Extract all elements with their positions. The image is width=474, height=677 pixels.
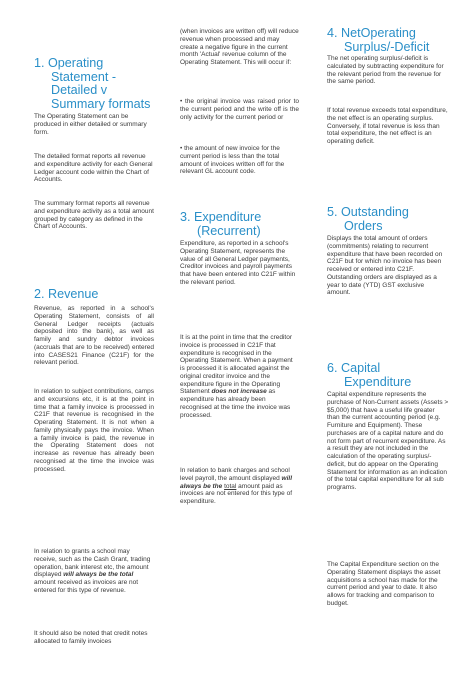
paragraph: Capital expenditure represents the purchase of Non-Current assets (Assets > $5,000) that have a useful life greater than the current accounting period (e.g. Furniture and Equipment). These purchases are of a capital nature and do not form part of recurrent expenditure. As a result they are not included in the calculation of the operating surplus/-deficit, but do appear on the Operating Statement for information as an indication of the total capital expenditure for all sub programs. xyxy=(327,391,449,491)
heading-line: 1. Operating xyxy=(34,56,104,70)
paragraph xyxy=(180,334,299,419)
section-3-heading xyxy=(180,211,299,238)
text-run: amount paid as invoices are not entered for this type of expenditure. xyxy=(180,482,293,505)
bullet-item: • the amount of new invoice for the current period is less than the total amount of invoices written off for the relevant GL account code. xyxy=(180,145,285,176)
heading-line: 3. Expenditure xyxy=(180,210,262,224)
section-6-heading xyxy=(327,362,449,389)
paragraph xyxy=(180,467,299,506)
paragraph: The Capital Expenditure section on the Operating Statement displays the asset acquisitions a school has made for the current period and year to date. It also allows for tracking and comparison to budget. xyxy=(327,561,441,607)
paragraph: In relation to subject contributions, camps and excursions etc, it is at the point in time that a family invoice is processed in C21F that revenue is recognised in the Operating Statement. It is not when a family physically pays the invoice. When a family invoice is paid, the revenue in the Operating Statement does not increase as revenue has already been recognised at the time the invoice was processed. xyxy=(34,388,154,473)
text-run: as expenditure has already been recognised at the time the invoice was processed. xyxy=(180,388,291,419)
paragraph: If total revenue exceeds total expenditure, the net effect is an operating surplus. Conversely, if total revenue is less than total expenditure, the net effect is an operating deficit. xyxy=(327,107,448,145)
section-4-heading xyxy=(327,27,449,54)
heading-line: 4. NetOperating xyxy=(327,26,416,40)
heading-line: (Recurrent) xyxy=(197,223,261,238)
heading-line: Surplus/-Deficit xyxy=(344,39,430,54)
heading-line: Detailed v xyxy=(51,83,108,98)
text-run: In relation to grants a school may receive, such as the Cash Grant, trading operation, bank interest etc, the amount displayed xyxy=(34,548,151,579)
emphasis-text: will always be the xyxy=(180,474,293,490)
heading-line: Orders xyxy=(344,218,383,233)
text-run: It is at the point in time that the creditor invoice is processed in C21F that expenditure is recognised in the Operating Statement. When a payment is processed it is allocated against the original creditor invoice and the expenditure figure in the Operating Statement xyxy=(180,334,293,396)
section-1-heading xyxy=(34,57,154,111)
paragraph: The detailed format reports all revenue and expenditure activity for each General Ledger account code within the Chart of Accounts. xyxy=(34,153,153,184)
emphasis-text: will always be the total xyxy=(63,571,134,579)
heading-line: 5. Outstanding xyxy=(327,205,409,219)
section-5-heading xyxy=(327,206,449,233)
paragraph: The net operating surplus/-deficit is calculated by subtracting expenditure for the relevant period from the revenue for the same period. xyxy=(327,55,444,86)
emphasis-text: does not increase xyxy=(211,388,267,396)
heading-line: Expenditure xyxy=(344,374,412,389)
paragraph: It should also be noted that credit notes allocated to family invoices xyxy=(34,630,148,645)
underlined-text: total xyxy=(224,482,237,490)
paragraph: The Operating Statement can be produced in either detailed or summary form. xyxy=(34,113,147,136)
heading-line: Statement - xyxy=(51,69,117,84)
text-run: In relation to bank charges and school level payroll, the amount displayed xyxy=(180,467,290,482)
paragraph: Revenue, as reported in a school's Operating Statement, consists of all General Ledger receipts (actuals deposited into the bank), as well as family and sundry debtor invoices (accruals that are to be received) entered into CASES21 Finance (C21F) for the relevant period. xyxy=(34,305,154,367)
paragraph: (when invoices are written off) will reduce revenue when processed and may create a negative figure in the current month 'Actual' revenue column of the Operating Statement. This will occur if: xyxy=(180,28,299,66)
paragraph: Expenditure, as reported in a school's Operating Statement, represents the value of all General Ledger payments, Creditor invoices and payroll payments that have been entered into C21F within the relevant period. xyxy=(180,240,296,286)
bullet-item: • the original invoice was raised prior to the current period and the write off is the only activity for the current period or xyxy=(180,98,299,121)
heading-line: Summary formats xyxy=(51,96,151,111)
paragraph: Displays the total amount of orders (commitments) relating to recurrent expenditure that have been recorded on C21F but for which no invoice has been received or entered into C21F. Outstanding orders are displayed as a year to date (YTD) GST exclusive amount. xyxy=(327,235,443,297)
paragraph xyxy=(34,548,154,595)
text-run: amount received as invoices are not entered for this type of revenue. xyxy=(34,579,139,594)
section-2-heading: 2. Revenue xyxy=(34,287,99,301)
paragraph: The summary format reports all revenue and expenditure activity as a total amount grouped by category as defined in the Chart of Accounts. xyxy=(34,200,154,231)
heading-line: 6. Capital xyxy=(327,361,381,375)
